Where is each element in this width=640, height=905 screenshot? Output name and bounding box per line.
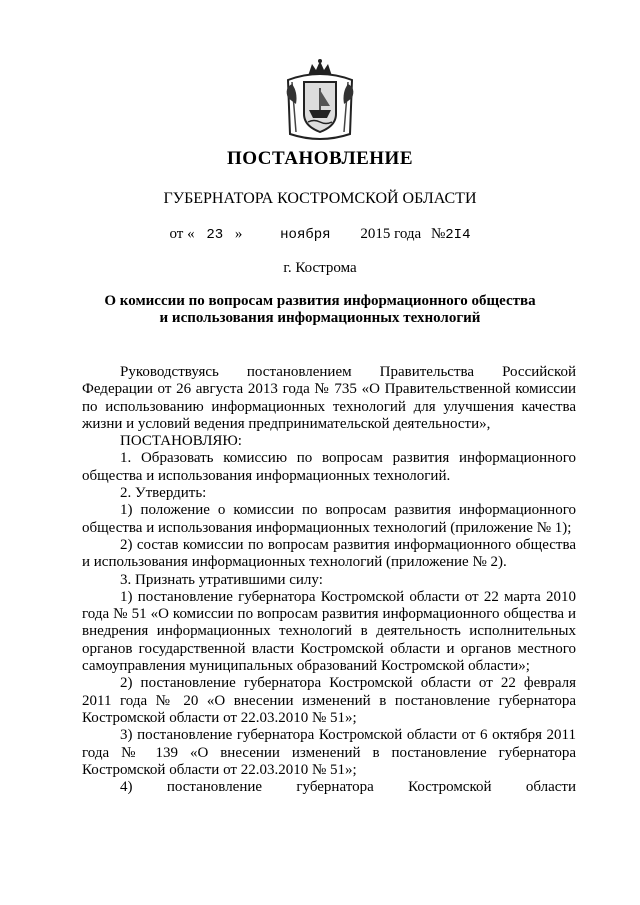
paragraph: 1) положение о комиссии по вопросам развития информационного общества и использования информационных технологий (приложение № 1); [82,502,576,536]
date-month: ноября [280,227,331,243]
date-prefix: от « [169,226,195,242]
paragraph: 3. Признать утратившими силу: [120,571,323,588]
city-line: г. Кострома [283,260,357,276]
paragraph: 1. Образовать комиссию по вопросам развития информационного общества и использования информационных технологий. [82,450,576,484]
document-body [82,364,576,796]
paragraph: Руководствуясь постановлением Правительства Российской Федерации от 26 августа 2013 года № 735 «О Правительственной комиссии по использованию информационных технологий для улучшения качества жизни и условий ведения предпринимательской деятельности», [82,364,576,432]
paragraph: 2) постановление губернатора Костромской области от 22 февраля 2011 года № 20 «О внесении изменений в постановление губернатора Костромской области от 22.03.2010 № 51»; [82,675,576,726]
paragraph: 2) состав комиссии по вопросам развития информационного общества и использования информационных технологий (приложение № 2). [82,536,576,571]
paragraph: 1) постановление губернатора Костромской области от 22 марта 2010 года № 51 «О комиссии по вопросам развития информационного общества и внедрения информационных технологий в деятельность исполнительных органов государственной власти Костромской области и органов местного самоуправления муниципальных образований Костромской области»; [82,588,576,675]
date-day: 23 [206,227,224,243]
issuer-subtitle: ГУБЕРНАТОРА КОСТРОМСКОЙ ОБЛАСТИ [163,190,477,207]
paragraph: ПОСТАНОВЛЯЮ: [120,433,242,450]
document-heading: О комиссии по вопросам развития информационного общества и использования информационных технологий [104,293,536,326]
date-mid: » [234,226,243,242]
paragraph: 3) постановление губернатора Костромской области от 6 октября 2011 года № 139 «О внесении изменений в постановление губернатора Костромской области от 22.03.2010 № 51»; [82,727,576,778]
paragraph: 2. Утвердить: [120,485,207,502]
date-line [0,226,640,243]
coat-of-arms-icon [282,58,358,142]
number-prefix: № [430,226,446,242]
date-year: 2015 года [360,226,422,242]
paragraph: 4) постановление губернатора Костромской области [120,779,576,796]
document-number: 2I4 [445,227,471,243]
document-type-title: ПОСТАНОВЛЕНИЕ [226,148,414,169]
